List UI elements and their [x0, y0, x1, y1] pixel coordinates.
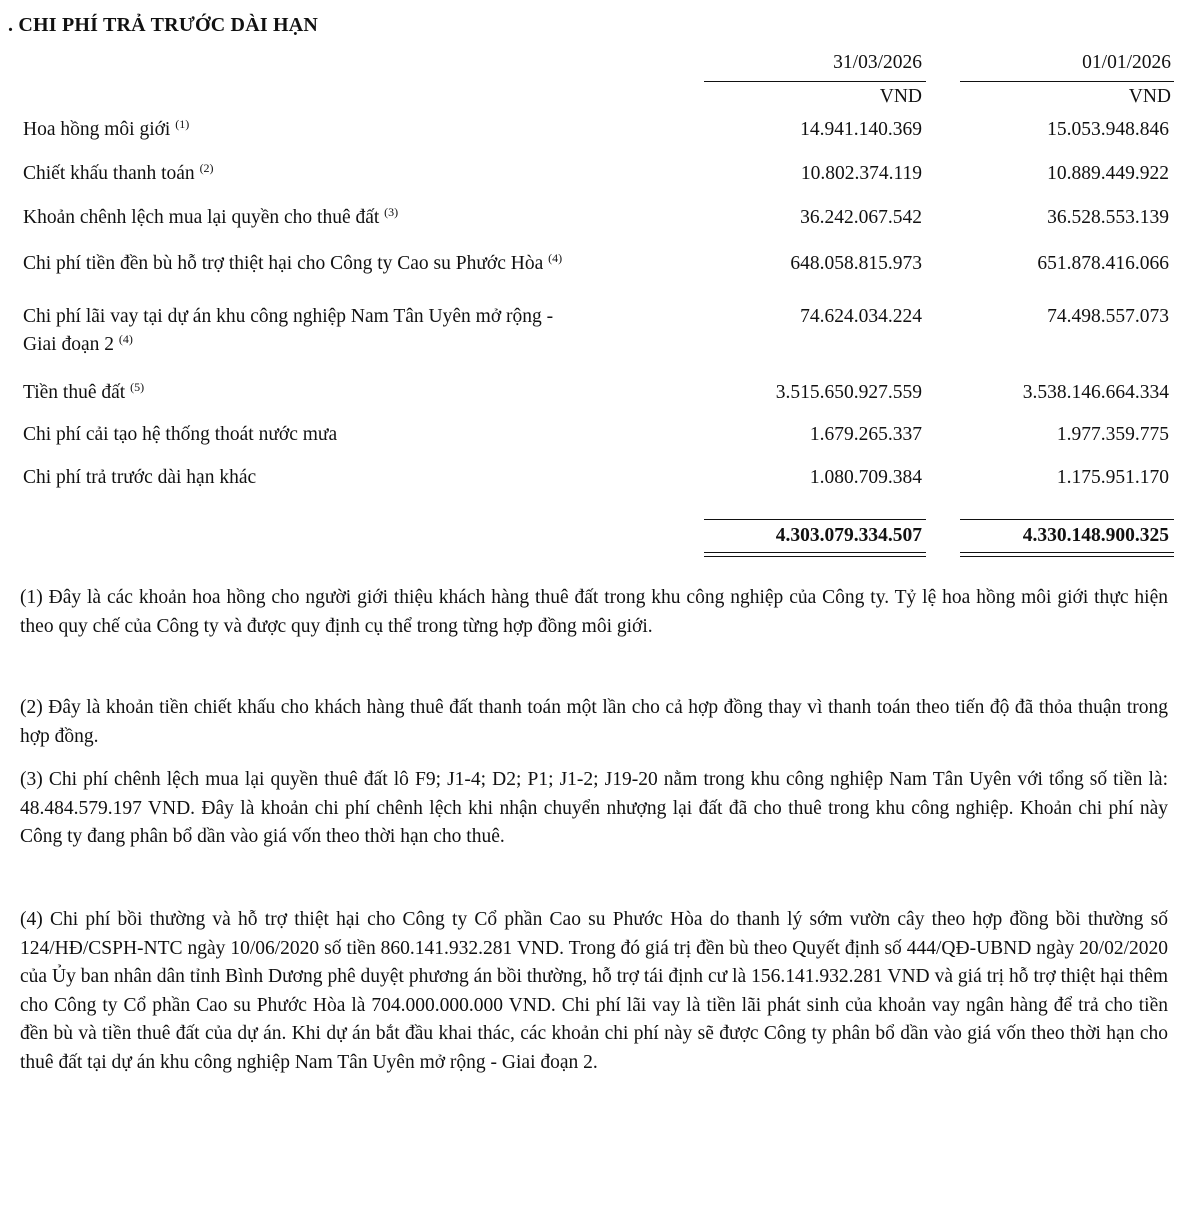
table-cell-value: 36.242.067.542	[800, 207, 922, 228]
table-cell-value: 14.941.140.369	[800, 119, 922, 140]
total-double-rule-2	[960, 552, 1174, 557]
table-row-label: Chi phí trả trước dài hạn khác	[23, 467, 257, 488]
table-cell-value: 15.053.948.846	[1047, 119, 1169, 140]
table-cell-value: 1.977.359.775	[1056, 424, 1169, 445]
table-cell-value: 651.878.416.066	[1037, 253, 1169, 274]
table-cell-value: 1.175.951.170	[1056, 467, 1169, 488]
table-cell-value: 648.058.815.973	[790, 253, 922, 274]
table-row-label: Chiết khấu thanh toán $^{(2)}$	[23, 161, 214, 184]
section-title: . CHI PHÍ TRẢ TRƯỚC DÀI HẠN	[8, 14, 319, 36]
table-row-label: Hoa hồng môi giới $^{(1)}$	[23, 117, 190, 140]
table-cell-value: 36.528.553.139	[1047, 207, 1169, 228]
total-value: 4.303.079.334.507	[775, 525, 922, 546]
table-cell-value: 10.802.374.119	[800, 163, 922, 184]
total-rule-top-2	[960, 519, 1174, 520]
table-cell-value: 1.080.709.384	[809, 467, 922, 488]
column-date-1: 31/03/2026	[833, 52, 922, 73]
total-value: 4.330.148.900.325	[1022, 525, 1169, 546]
footnote-1: (1) Đây là các khoản hoa hồng cho người giới thiệu khách hàng thuê đất trong khu công nghiệp của Công ty. Tỷ lệ hoa hồng môi giới thực hiện theo quy chế của Công ty và được quy định cụ thể trong từng hợp đồng môi giới.	[20, 587, 1168, 637]
table-cell-value: 74.624.034.224	[800, 306, 922, 327]
table-row-label: Khoản chênh lệch mua lại quyền cho thuê đất $^{(3)}$	[23, 205, 399, 228]
column-unit-2: VND	[1128, 86, 1171, 107]
table-cell-value: 3.515.650.927.559	[775, 382, 922, 403]
column-unit-1: VND	[879, 86, 922, 107]
table-cell-value: 74.498.557.073	[1047, 306, 1169, 327]
table-cell-value: 3.538.146.664.334	[1022, 382, 1169, 403]
footnote-4: (4) Chi phí bồi thường và hỗ trợ thiệt hại cho Công ty Cổ phần Cao su Phước Hòa do thanh lý sớm vườn cây theo hợp đồng bồi thường số 124/HĐ/CSPH-NTC ngày 10/06/2020 số tiền 860.141.932.281 VND. Trong đó giá trị đền bù theo Quyết định số 444/QĐ-UBND ngày 20/02/2020 của Ủy ban nhân dân tỉnh Bình Dương phê duyệt phương án bồi thường, hỗ trợ tái định cư là 156.141.932.281 VND và giá trị hỗ trợ thiệt hại thêm cho Công ty Cổ phần Cao su Phước Hòa là 704.000.000.000 VND. Chi phí lãi vay là tiền lãi phát sinh của khoản vay ngân hàng để trả cho tiền đền bù và tiền thuê đất của dự án. Khi dự án bắt đầu khai thác, các khoản chi phí này sẽ được Công ty phân bổ dần vào giá vốn theo thời hạn cho thuê đất tại dự án khu công nghiệp Nam Tân Uyên mở rộng - Giai đoạn 2.	[20, 909, 1168, 1073]
footnote-3: (3) Chi phí chênh lệch mua lại quyền thuê đất lô F9; J1-4; D2; P1; J1-2; J19-20 nằm trong khu công nghiệp Nam Tân Uyên với tổng số tiền là: 48.484.579.197 VND. Đây là khoản chi phí chênh lệch khi nhận chuyển nhượng lại đất đã cho thuê trong khu công nghiệp. Khoản chi phí này Công ty đang phân bổ dần vào giá vốn theo thời hạn cho thuê.	[20, 769, 1168, 847]
table-row-label: Chi phí tiền đền bù hỗ trợ thiệt hại cho Công ty Cao su Phước Hòa $^{(4)}$	[23, 251, 563, 274]
total-rule-top-1	[704, 519, 926, 520]
column-header-rule-1	[704, 81, 926, 82]
table-row-label: Tiền thuê đất $^{(5)}$	[23, 380, 145, 403]
table-cell-value: 10.889.449.922	[1047, 163, 1169, 184]
table-cell-value: 1.679.265.337	[809, 424, 922, 445]
footnote-2: (2) Đây là khoản tiền chiết khấu cho khách hàng thuê đất thanh toán một lần cho cả hợp đồng thay vì thanh toán theo tiến độ đã thỏa thuận trong hợp đồng.	[20, 697, 1168, 747]
total-double-rule-1	[704, 552, 926, 557]
table-row-label: Chi phí lãi vay tại dự án khu công nghiệp Nam Tân Uyên mở rộng - Giai đoạn 2 $^{(4)}$	[23, 306, 554, 355]
column-header-rule-2	[960, 81, 1174, 82]
column-date-2: 01/01/2026	[1082, 52, 1171, 73]
table-row-label: Chi phí cải tạo hệ thống thoát nước mưa	[23, 424, 338, 445]
